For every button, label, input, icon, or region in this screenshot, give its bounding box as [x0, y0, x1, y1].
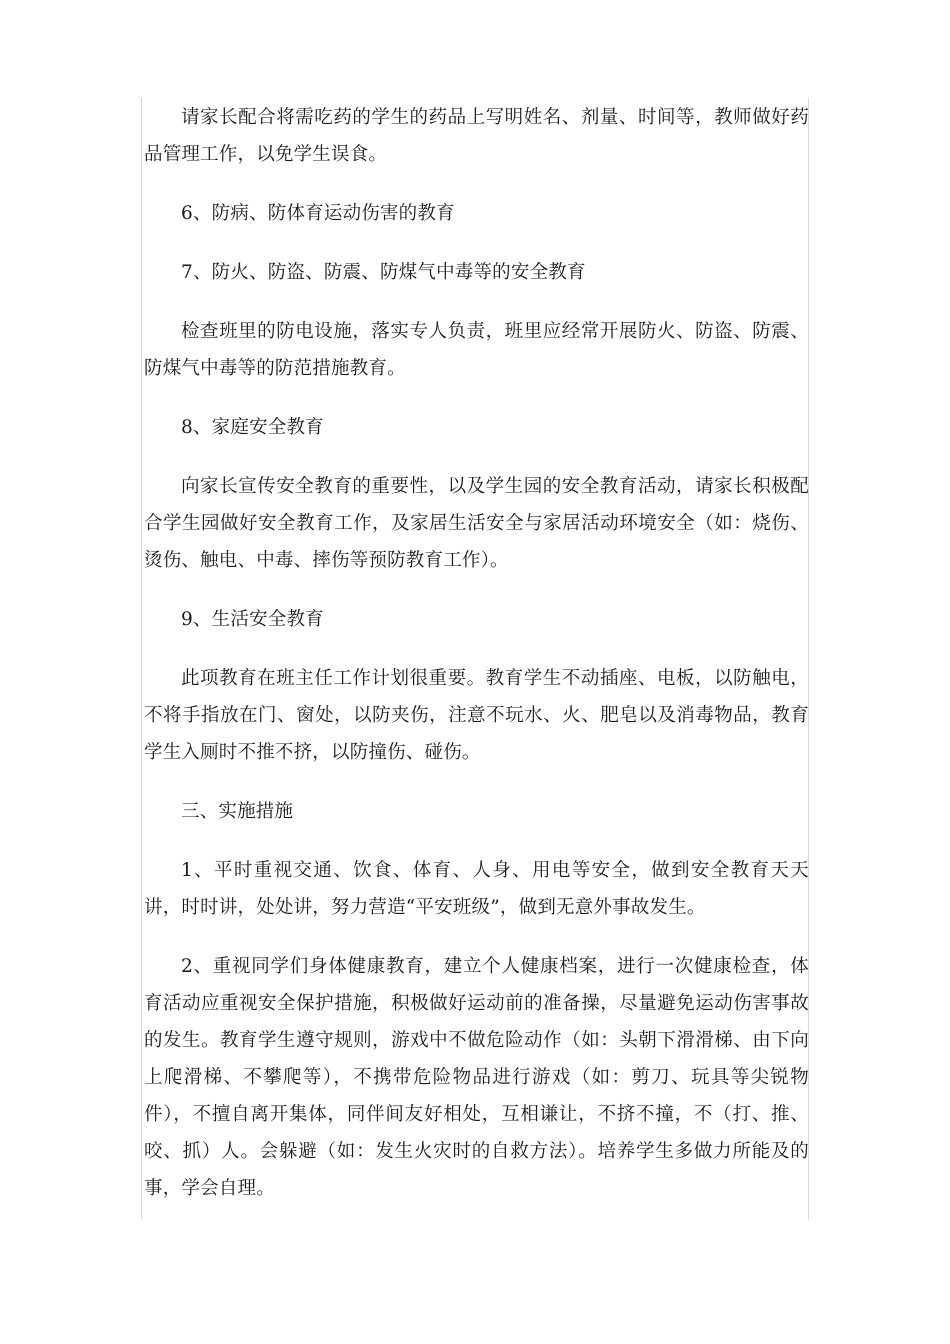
paragraph-medicine-management: 请家长配合将需吃药的学生的药品上写明姓名、剂量、时间等，教师做好药品管理工作，以免学生误食。 [144, 107, 809, 165]
heading-implementation-measures: 三、实施措施 [181, 801, 294, 822]
paragraph-measure-2: 2、重视同学们身体健康教育，建立个人健康档案，进行一次健康检查，体育活动应重视安全保护措施，积极做好运动前的准备操，尽量避免运动伤害事故的发生。教育学生遵守规则，游戏中不做危险动作（如：头朝下滑滑梯、由下向上爬滑梯、不攀爬等），不携带危险物品进行游戏（如：剪刀、玩具等尖锐物件），不擅自离开集体，同伴间友好相处，互相谦让，不挤不撞，不（打、推、咬、抓）人。会躲避（如：发生火灾时的自救方法）。培养学生多做力所能及的事，学会自理。 [144, 956, 809, 1199]
paragraph-family-safety: 向家长宣传安全教育的重要性，以及学生园的安全教育活动，请家长积极配合学生园做好安全教育工作，及家居生活安全与家居活动环境安全（如：烧伤、烫伤、触电、中毒、摔伤等预防教育工作）。 [144, 476, 809, 571]
paragraph-electrical-safety: 检查班里的防电设施，落实专人负责，班里应经常开展防火、防盗、防震、防煤气中毒等的防范措施教育。 [144, 321, 809, 379]
heading-daily-life-safety: 9、生活安全教育 [181, 609, 324, 630]
heading-disease-sports-injury: 6、防病、防体育运动伤害的教育 [181, 203, 455, 224]
document-body [144, 99, 809, 1229]
heading-family-safety: 8、家庭安全教育 [181, 417, 324, 438]
paragraph-measure-1: 1、平时重视交通、饮食、体育、人身、用电等安全，做到安全教育天天讲，时时讲，处处讲，努力营造“平安班级”，做到无意外事故发生。 [144, 860, 809, 918]
paragraph-daily-life-safety: 此项教育在班主任工作计划很重要。教育学生不动插座、电板，以防触电，不将手指放在门、窗处，以防夹伤，注意不玩水、火、肥皂以及消毒物品，教育学生入厕时不推不挤，以防撞伤、碰伤。 [144, 668, 809, 763]
heading-fire-theft-quake-gas: 7、防火、防盗、防震、防煤气中毒等的安全教育 [181, 262, 586, 283]
